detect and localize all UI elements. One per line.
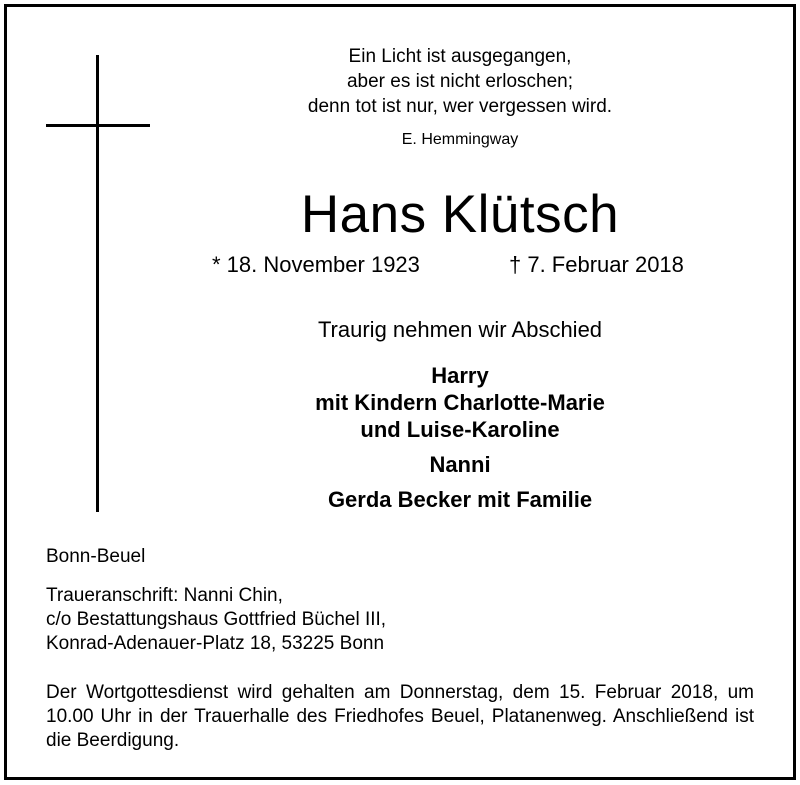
mourner-line: Gerda Becker mit Familie: [327, 487, 593, 512]
mourners-list: [180, 362, 740, 513]
quote: [180, 44, 740, 119]
mourning-address: [46, 584, 386, 656]
address-line: Konrad-Adenauer-Platz 18, 53225 Bonn: [46, 633, 385, 654]
quote-line: aber es ist nicht erloschen;: [346, 71, 573, 92]
address-line: c/o Bestattungshaus Gottfried Büchel III,: [46, 609, 387, 630]
quote-line: Ein Licht ist ausgegangen,: [348, 46, 572, 67]
address-line: Traueranschrift: Nanni Chin,: [46, 585, 283, 606]
quote-line: denn tot ist nur, wer vergessen wird.: [307, 96, 613, 117]
mourner-line: mit Kindern Charlotte-Marie: [315, 390, 605, 415]
mourner-line: und Luise-Karoline: [360, 417, 560, 442]
mourner-line: Nanni: [429, 452, 491, 477]
place: Bonn-Beuel: [46, 546, 146, 567]
farewell-text: Traurig nehmen wir Abschied: [317, 317, 603, 342]
deceased-name: Hans Klütsch: [300, 185, 620, 244]
cross-horizontal-bar: [46, 124, 150, 127]
quote-author: E. Hemmingway: [401, 131, 519, 148]
mourner-line: Harry: [431, 363, 489, 388]
death-date: † 7. Februar 2018: [509, 252, 684, 277]
birth-date: * 18. November 1923: [212, 252, 420, 277]
service-notice: Der Wortgottesdienst wird gehalten am Donnerstag, dem 15. Februar 2018, um 10.00 Uhr in der Trauerhalle des Friedhofes Beuel, Platanenweg. Anschließend ist die Beerdigung.: [46, 682, 754, 751]
